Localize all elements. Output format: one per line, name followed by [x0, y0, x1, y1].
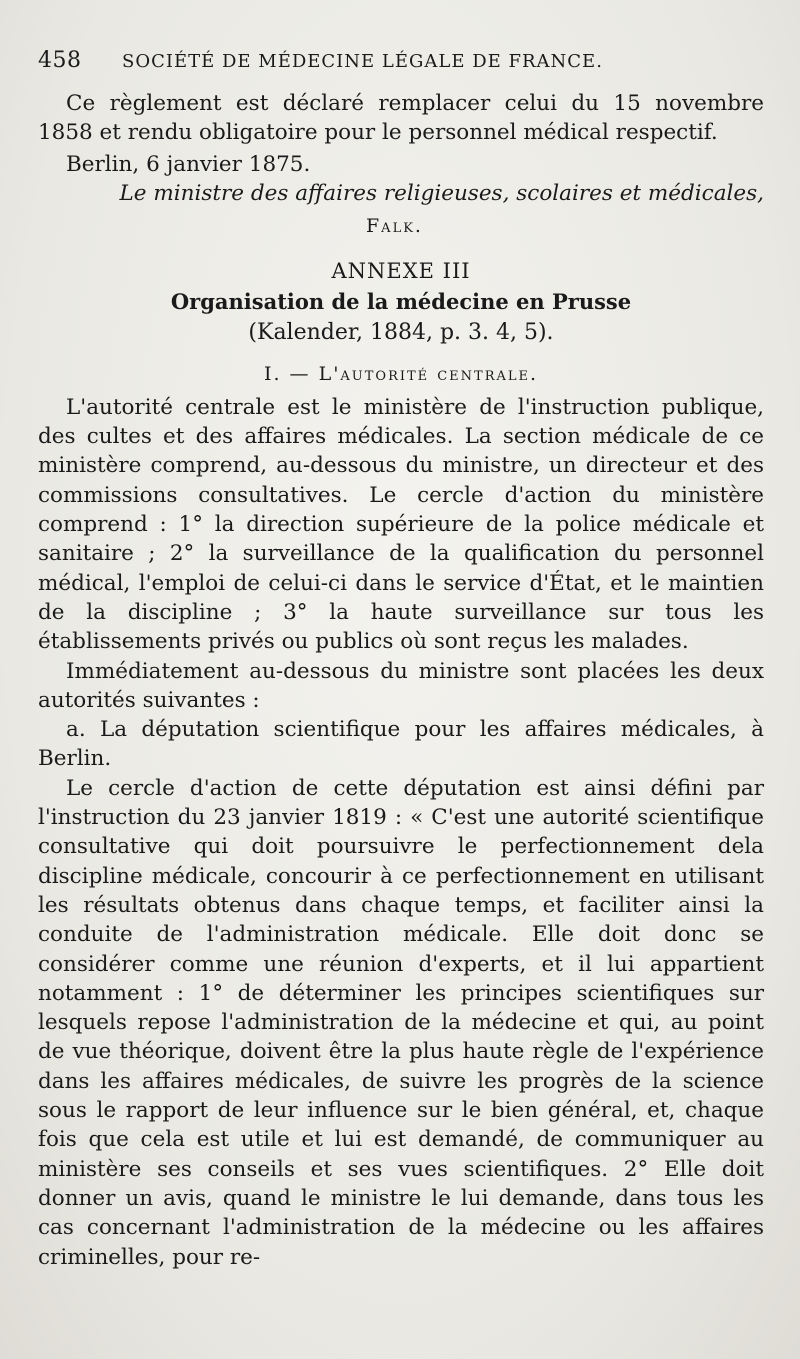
- running-head: [38, 48, 764, 73]
- running-title: SOCIÉTÉ DE MÉDECINE LÉGALE DE FRANCE.: [122, 51, 603, 72]
- minister-signature: Falk.: [366, 214, 423, 237]
- intro-paragraph: Ce règlement est déclaré remplacer celui du 15 novembre 1858 et rendu obligatoire pour le personnel médical respectif.: [38, 91, 764, 146]
- minister-title: Le ministre des affaires religieuses, scolaires et médicales,: [119, 180, 764, 206]
- annex-heading: ANNEXE III: [331, 258, 471, 283]
- body-paragraph: a. La députation scientifique pour les affaires médicales, à Berlin.: [38, 717, 764, 772]
- page-number: 458: [38, 48, 82, 73]
- dateline: Berlin, 6 janvier 1875.: [66, 151, 311, 177]
- body-paragraph: Immédiatement au-dessous du ministre sont placées les deux autorités suivantes :: [38, 658, 764, 713]
- annex-source: (Kalender, 1884, p. 3. 4, 5).: [248, 319, 554, 345]
- body-paragraph: Le cercle d'action de cette députation est ainsi défini par l'instruction du 23 janvier 1819 : « C'est une autorité scientifique consultative qui doit poursuivre le perfectionnement dela discipline médicale, concourir à ce perfectionnement en utilisant les résultats obtenus dans chaque temps, et faciliter ainsi la conduite de l'administration médicale. Elle doit donc se considérer comme une réunion d'experts, et il lui appartient notamment : 1° de déterminer les principes scientifiques sur lesquels repose l'administration de la médecine et qui, au point de vue théorique, doivent être la plus haute règle de l'expérience dans les affaires médicales, de suivre les progrès de la science sous le rapport de leur influence sur le bien général, et, chaque fois que cela est utile et lui est demandé, de communiquer au ministère ses conseils et ses vues scientifiques. 2° Elle doit donner un avis, quand le ministre le lui demande, dans tous les cas concernant l'administration de la médecine ou les affaires criminelles, pour re-: [38, 775, 764, 1270]
- annex-title: Organisation de la médecine en Prusse: [170, 288, 632, 314]
- body-paragraph: L'autorité centrale est le ministère de l'instruction publique, des cultes et des affaires médicales. La section médicale de ce ministère comprend, au-dessous du ministre, un directeur et des commissions consultatives. Le cercle d'action du ministère comprend : 1° la direction supérieure de la police médicale et sanitaire ; 2° la surveillance de la qualification du personnel médical, l'emploi de celui-ci dans le service d'État, et le maintien de la discipline ; 3° la haute surveillance sur tous les établissements privés ou publics où sont reçus les malades.: [38, 394, 764, 655]
- section-heading: I. — L'autorité centrale.: [263, 362, 539, 385]
